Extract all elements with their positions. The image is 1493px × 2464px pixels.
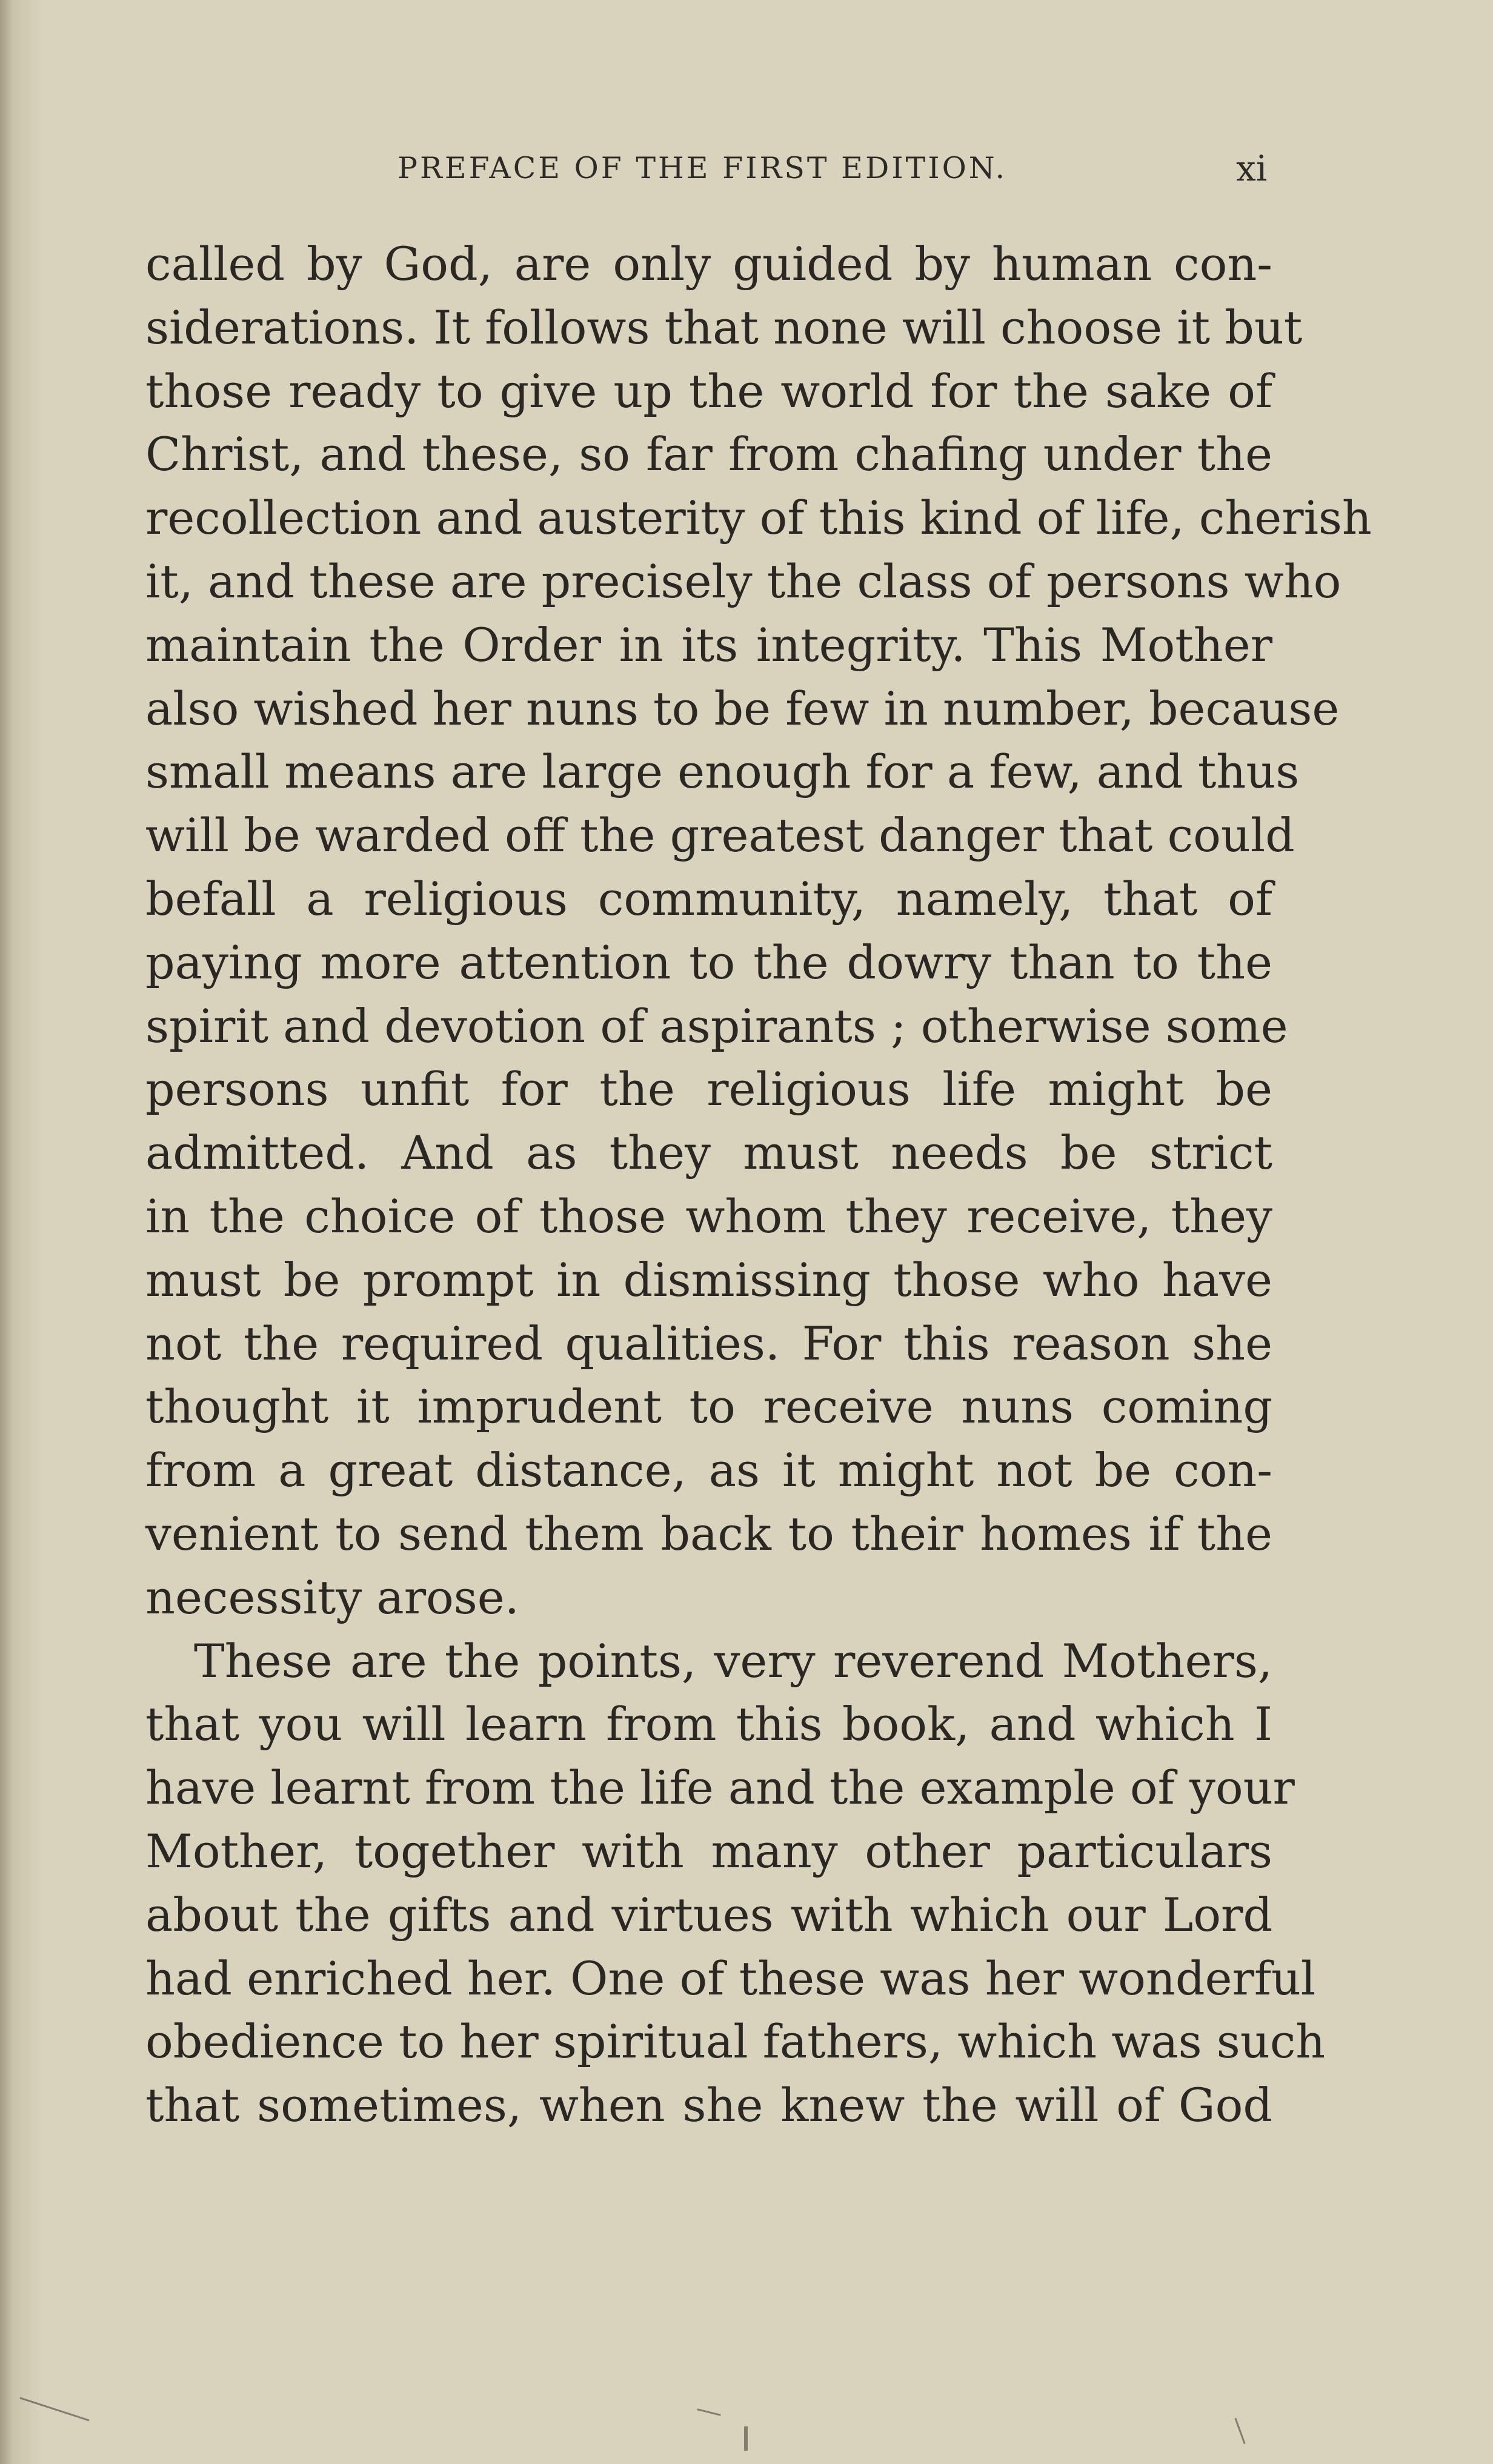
text-line: recollection and austerity of this kind of life, cherish [145, 491, 1372, 545]
text-line: necessity arose. [145, 1570, 519, 1624]
text-line: admitted. And as they must needs be strict [145, 1126, 1272, 1180]
text-line: venient to send them back to their homes if the [145, 1506, 1272, 1561]
page-header [0, 147, 1493, 190]
text-line: from a great distance, as it might not be con- [145, 1443, 1272, 1498]
scan-artifact [19, 2397, 89, 2422]
text-line: also wished her nuns to be few in number, because [145, 681, 1340, 736]
text-line: it, and these are precisely the class of persons who [145, 554, 1342, 608]
scan-artifact [697, 2408, 721, 2416]
text-line: those ready to give up the world for the sake of [145, 364, 1272, 418]
text-line: not the required qualities. For this reason she [145, 1316, 1272, 1370]
body-text [145, 233, 1372, 2137]
text-line: in the choice of those whom they receive, they [145, 1189, 1272, 1243]
running-head: PREFACE OF THE FIRST EDITION. [397, 151, 1008, 185]
paragraph-start-line: These are the points, very reverend Mothers, [194, 1633, 1272, 1688]
text-line: maintain the Order in its integrity. This Mother [145, 617, 1272, 672]
text-line: will be warded off the greatest danger that could [145, 808, 1295, 863]
text-line: small means are large enough for a few, and thus [145, 745, 1300, 799]
text-line: persons unfit for the religious life might be [145, 1062, 1272, 1117]
text-line: Christ, and these, so far from chafing under the [145, 427, 1272, 482]
text-line: befall a religious community, namely, that of [145, 871, 1272, 926]
text-line: that sometimes, when she knew the will of God [145, 2078, 1272, 2133]
text-line: spirit and devotion of aspirants ; otherwise some [145, 998, 1288, 1053]
text-line: that you will learn from this book, and which I [145, 1697, 1272, 1752]
text-line: thought it imprudent to receive nuns coming [145, 1380, 1272, 1434]
scan-artifact [744, 2426, 748, 2451]
scan-artifact [1234, 2418, 1245, 2444]
text-line: paying more attention to the dowry than to the [145, 935, 1272, 989]
text-line: have learnt from the life and the example of your [145, 1761, 1295, 1815]
text-line: about the gifts and virtues with which our Lord [145, 1887, 1272, 1942]
text-line: Mother, together with many other particulars [145, 1824, 1272, 1878]
text-line: siderations. It follows that none will choose it but [145, 300, 1303, 354]
text-line: obedience to her spiritual fathers, which was such [145, 2014, 1326, 2069]
text-line: had enriched her. One of these was her wonderful [145, 1951, 1316, 2005]
page-number: xi [1236, 148, 1268, 189]
text-line: called by God, are only guided by human con- [145, 237, 1272, 291]
text-line: must be prompt in dismissing those who have [145, 1252, 1272, 1307]
